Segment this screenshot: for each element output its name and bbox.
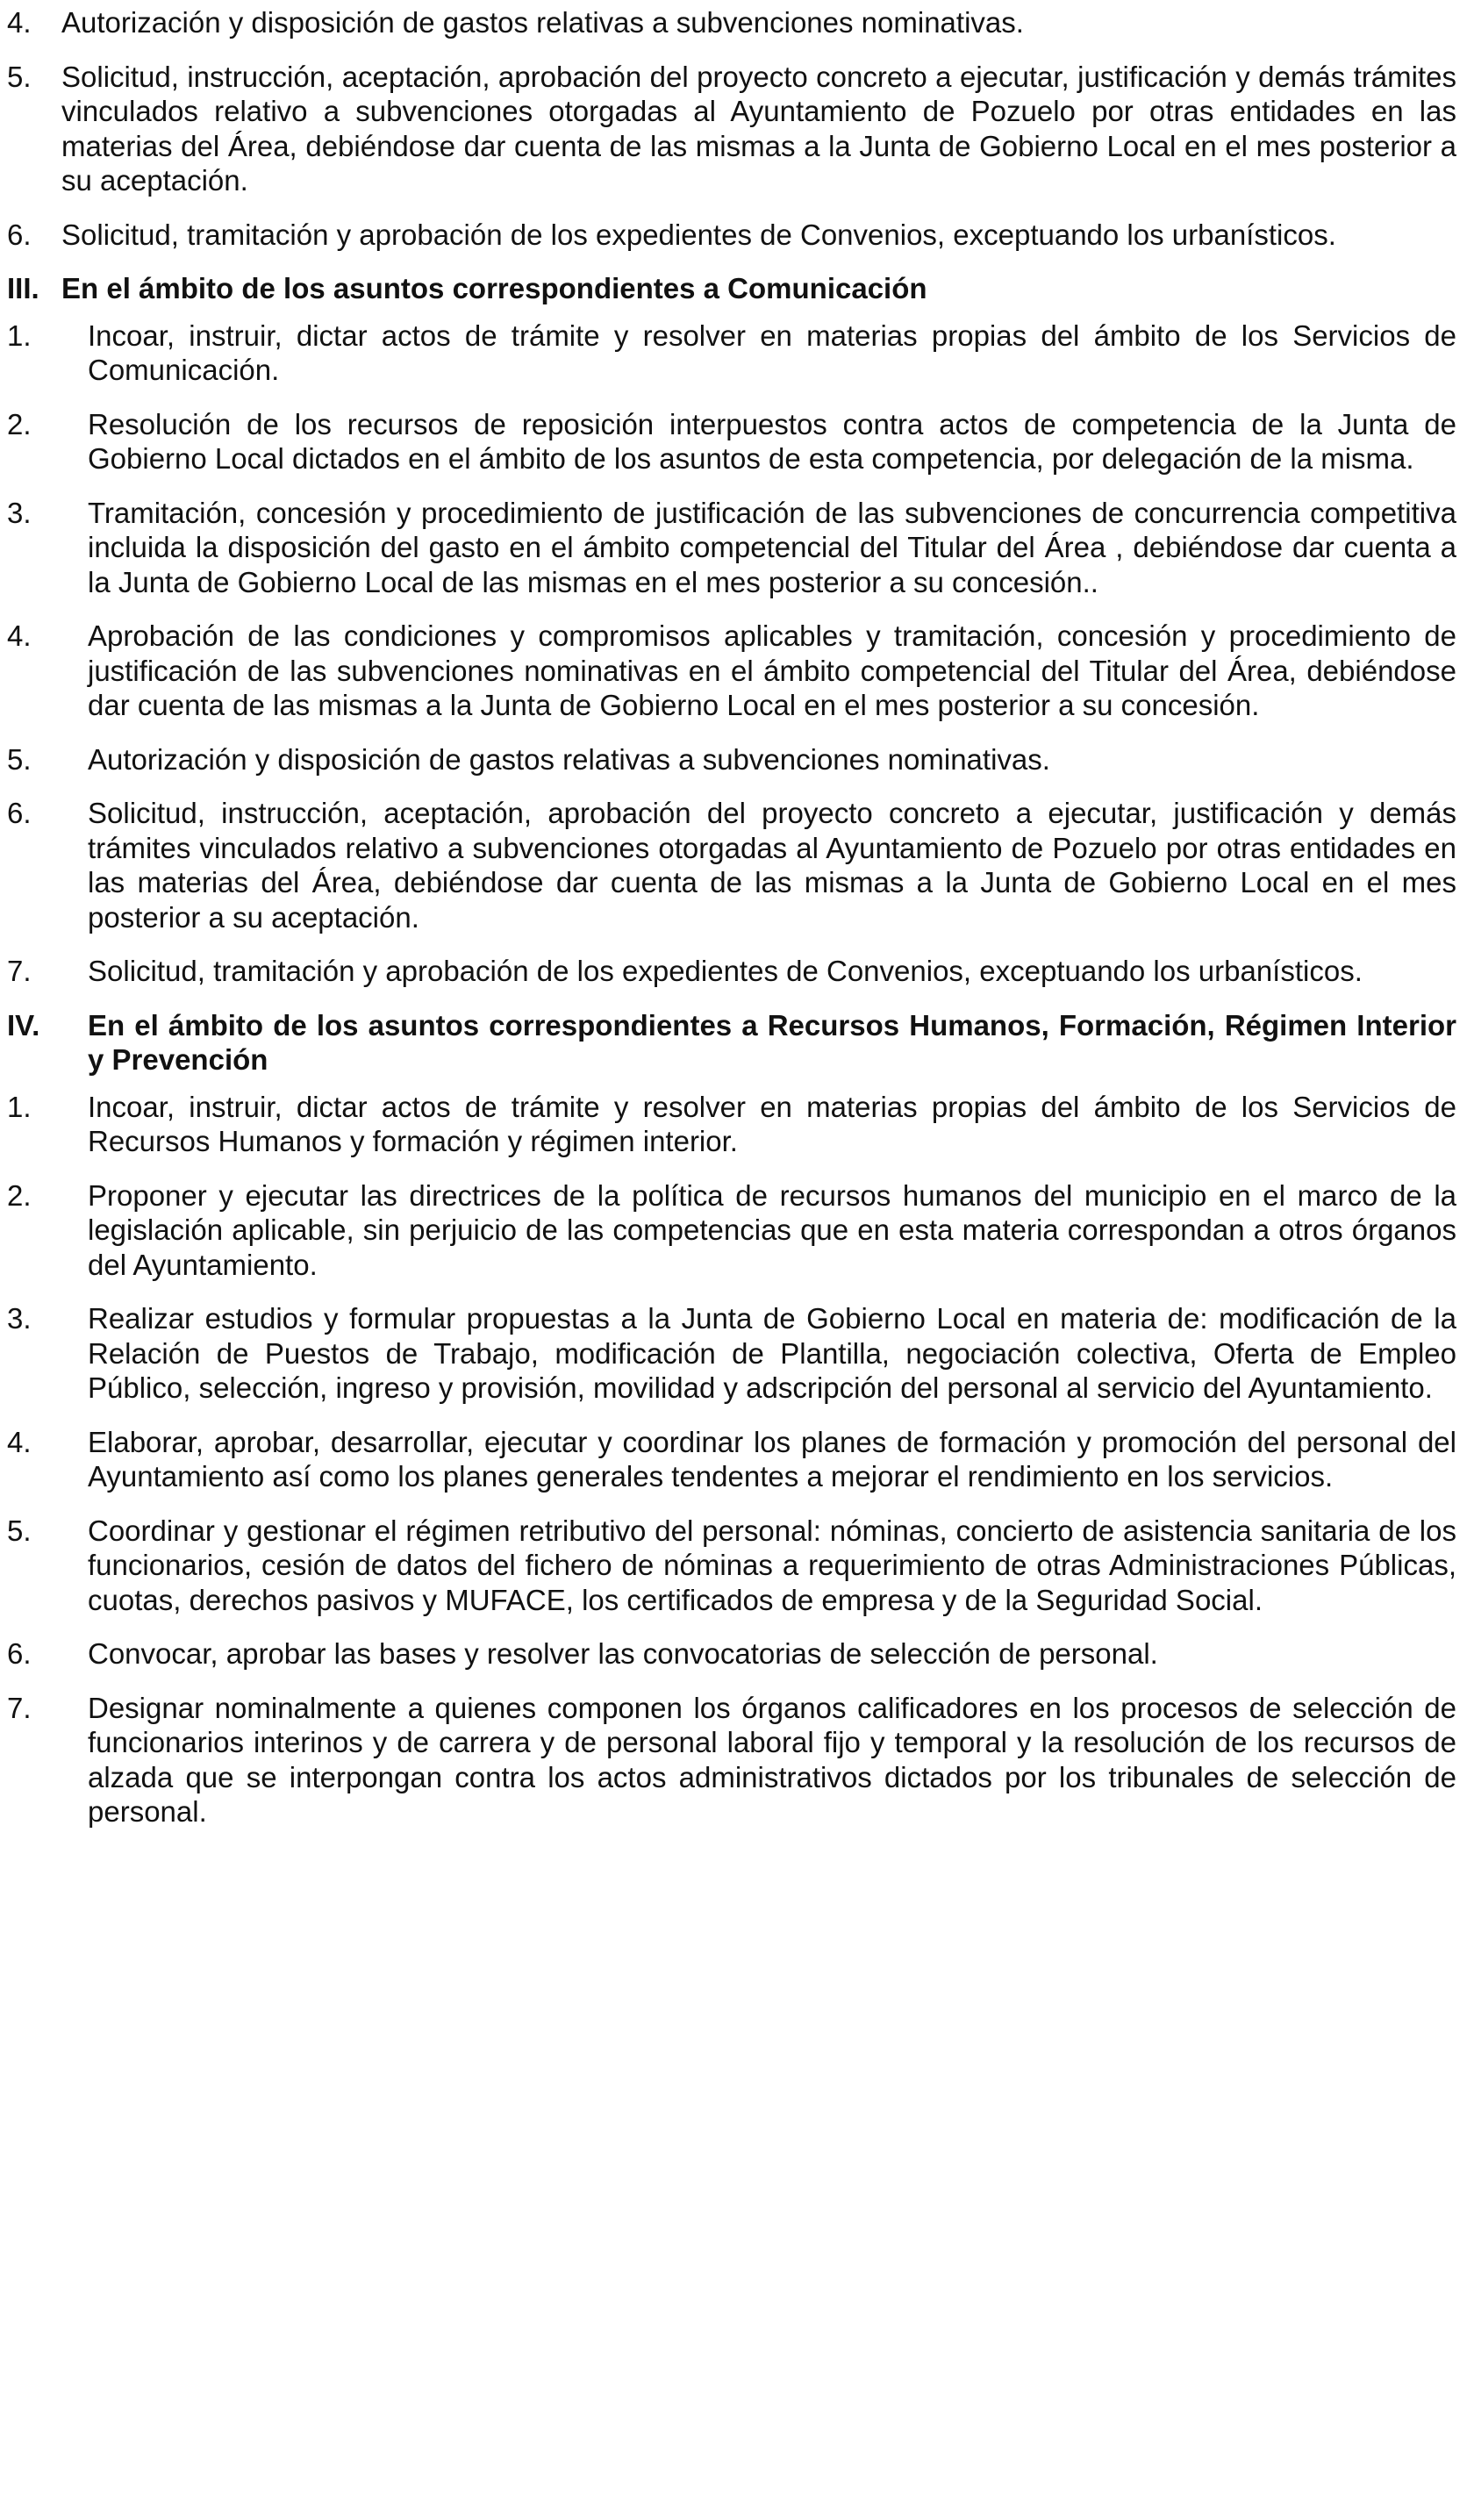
- item-text: Autorización y disposición de gastos relativas a subvenciones nominativas.: [88, 742, 1050, 776]
- list-item: [7, 954, 1456, 989]
- list-item: [7, 1090, 1456, 1159]
- item-text: Solicitud, tramitación y aprobación de los expedientes de Convenios, exceptuando los urbanísticos.: [88, 955, 1363, 987]
- item-number: 1.: [7, 319, 32, 352]
- item-text: Convocar, aprobar las bases y resolver las convocatorias de selección de personal.: [88, 1637, 1158, 1670]
- list-item: [7, 742, 1456, 777]
- item-number: 5.: [7, 1514, 32, 1547]
- item-text: Realizar estudios y formular propuestas a la Junta de Gobierno Local en materia de: modificación de la Relación de Puestos de Trabajo, modificación de Plantilla, negociación colectiva, Oferta de Empleo Público, selección, ingreso y provisión, movilidad y adscripción del personal al servicio del Ayuntamiento.: [88, 1302, 1456, 1404]
- item-text: Incoar, instruir, dictar actos de trámite y resolver en materias propias del ámbito de los Servicios de Recursos Humanos y formación y régimen interior.: [88, 1090, 1456, 1157]
- list-item: [7, 218, 1456, 253]
- section-title: En el ámbito de los asuntos correspondientes a Comunicación: [61, 272, 927, 304]
- section-number: IV.: [7, 1008, 40, 1042]
- item-number: 1.: [7, 1090, 32, 1123]
- list-item: [7, 1301, 1456, 1406]
- item-text: Aprobación de las condiciones y compromisos aplicables y tramitación, concesión y procedimiento de justificación de las subvenciones nominativas en el ámbito competencial del Titular del Área, debiéndose dar cuenta de las mismas a la Junta de Gobierno Local en el mes posterior a su concesión.: [88, 619, 1456, 721]
- item-text: Solicitud, instrucción, aceptación, aprobación del proyecto concreto a ejecutar, justificación y demás trámites vinculados relativo a subvenciones otorgadas al Ayuntamiento de Pozuelo por otras entidades en las materias del Área, debiéndose dar cuenta de las mismas a la Junta de Gobierno Local en el mes posterior a su aceptación.: [88, 797, 1456, 934]
- section-iii-list: [7, 319, 1456, 989]
- section-number: III.: [7, 272, 39, 304]
- item-number: 2.: [7, 407, 32, 440]
- item-text: Solicitud, tramitación y aprobación de los expedientes de Convenios, exceptuando los urbanísticos.: [61, 218, 1336, 251]
- list-item: [7, 1178, 1456, 1283]
- item-number: 4.: [7, 1425, 32, 1458]
- item-text: Elaborar, aprobar, desarrollar, ejecutar y coordinar los planes de formación y promoción del personal del Ayuntamiento así como los planes generales tendentes a mejorar el rendimiento en los servicios.: [88, 1425, 1456, 1493]
- list-item: [7, 1514, 1456, 1618]
- item-text: Solicitud, instrucción, aceptación, aprobación del proyecto concreto a ejecutar, justificación y demás trámites vinculados relativo a subvenciones otorgadas al Ayuntamiento de Pozuelo por otras entidades en las materias del Área, debiéndose dar cuenta de las mismas a la Junta de Gobierno Local en el mes posterior a su aceptación.: [61, 60, 1456, 197]
- list-item: [7, 496, 1456, 600]
- list-item: [7, 619, 1456, 723]
- item-text: Resolución de los recursos de reposición interpuestos contra actos de competencia de la Junta de Gobierno Local dictados en el ámbito de los asuntos de esta competencia, por delegación de la misma.: [88, 407, 1456, 475]
- section-iii-heading: [7, 271, 1456, 306]
- list-item: [7, 1636, 1456, 1672]
- item-number: 4.: [7, 6, 32, 39]
- item-number: 6.: [7, 1637, 32, 1670]
- list-item: [7, 1691, 1456, 1829]
- section-ii-list: [7, 5, 1456, 252]
- item-text: Coordinar y gestionar el régimen retributivo del personal: nóminas, concierto de asistencia sanitaria de los funcionarios, cesión de datos del fichero de nóminas a requerimiento de otras Administraciones Públicas, cuotas, derechos pasivos y MUFACE, los certificados de empresa y de la Seguridad Social.: [88, 1514, 1456, 1616]
- item-number: 2.: [7, 1178, 32, 1212]
- item-number: 7.: [7, 955, 32, 987]
- item-text: Autorización y disposición de gastos relativas a subvenciones nominativas.: [61, 6, 1024, 39]
- item-number: 3.: [7, 1302, 32, 1335]
- document-body: [7, 5, 1456, 1849]
- item-text: Tramitación, concesión y procedimiento de justificación de las subvenciones de concurrencia competitiva incluida la disposición del gasto en el ámbito competencial del Titular del Área , debiéndose dar cuenta a la Junta de Gobierno Local de las mismas en el mes posterior a su concesión..: [88, 496, 1456, 598]
- list-item: [7, 1425, 1456, 1494]
- item-number: 6.: [7, 218, 32, 251]
- section-iv-list: [7, 1090, 1456, 1829]
- section-title: En el ámbito de los asuntos correspondientes a Recursos Humanos, Formación, Régimen Interior y Prevención: [88, 1008, 1456, 1076]
- list-item: [7, 60, 1456, 198]
- list-item: [7, 407, 1456, 476]
- item-text: Proponer y ejecutar las directrices de la política de recursos humanos del municipio en el marco de la legislación aplicable, sin perjuicio de las competencias que en esta materia correspondan a otros órganos del Ayuntamiento.: [88, 1178, 1456, 1281]
- list-item: [7, 319, 1456, 388]
- item-number: 5.: [7, 60, 32, 93]
- item-text: Designar nominalmente a quienes componen los órganos calificadores en los procesos de selección de funcionarios interinos y de carrera y de personal laboral fijo y temporal y la resolución de los recursos de alzada que se interpongan contra los actos administrativos dictados por los tribunales de selección de personal.: [88, 1691, 1456, 1828]
- list-item: [7, 796, 1456, 934]
- item-number: 7.: [7, 1691, 32, 1724]
- item-number: 5.: [7, 742, 32, 776]
- section-iv-heading: [7, 1008, 1456, 1077]
- list-item: [7, 5, 1456, 40]
- item-number: 3.: [7, 496, 32, 529]
- item-text: Incoar, instruir, dictar actos de trámite y resolver en materias propias del ámbito de los Servicios de Comunicación.: [88, 319, 1456, 386]
- item-number: 4.: [7, 619, 32, 652]
- item-number: 6.: [7, 797, 32, 829]
